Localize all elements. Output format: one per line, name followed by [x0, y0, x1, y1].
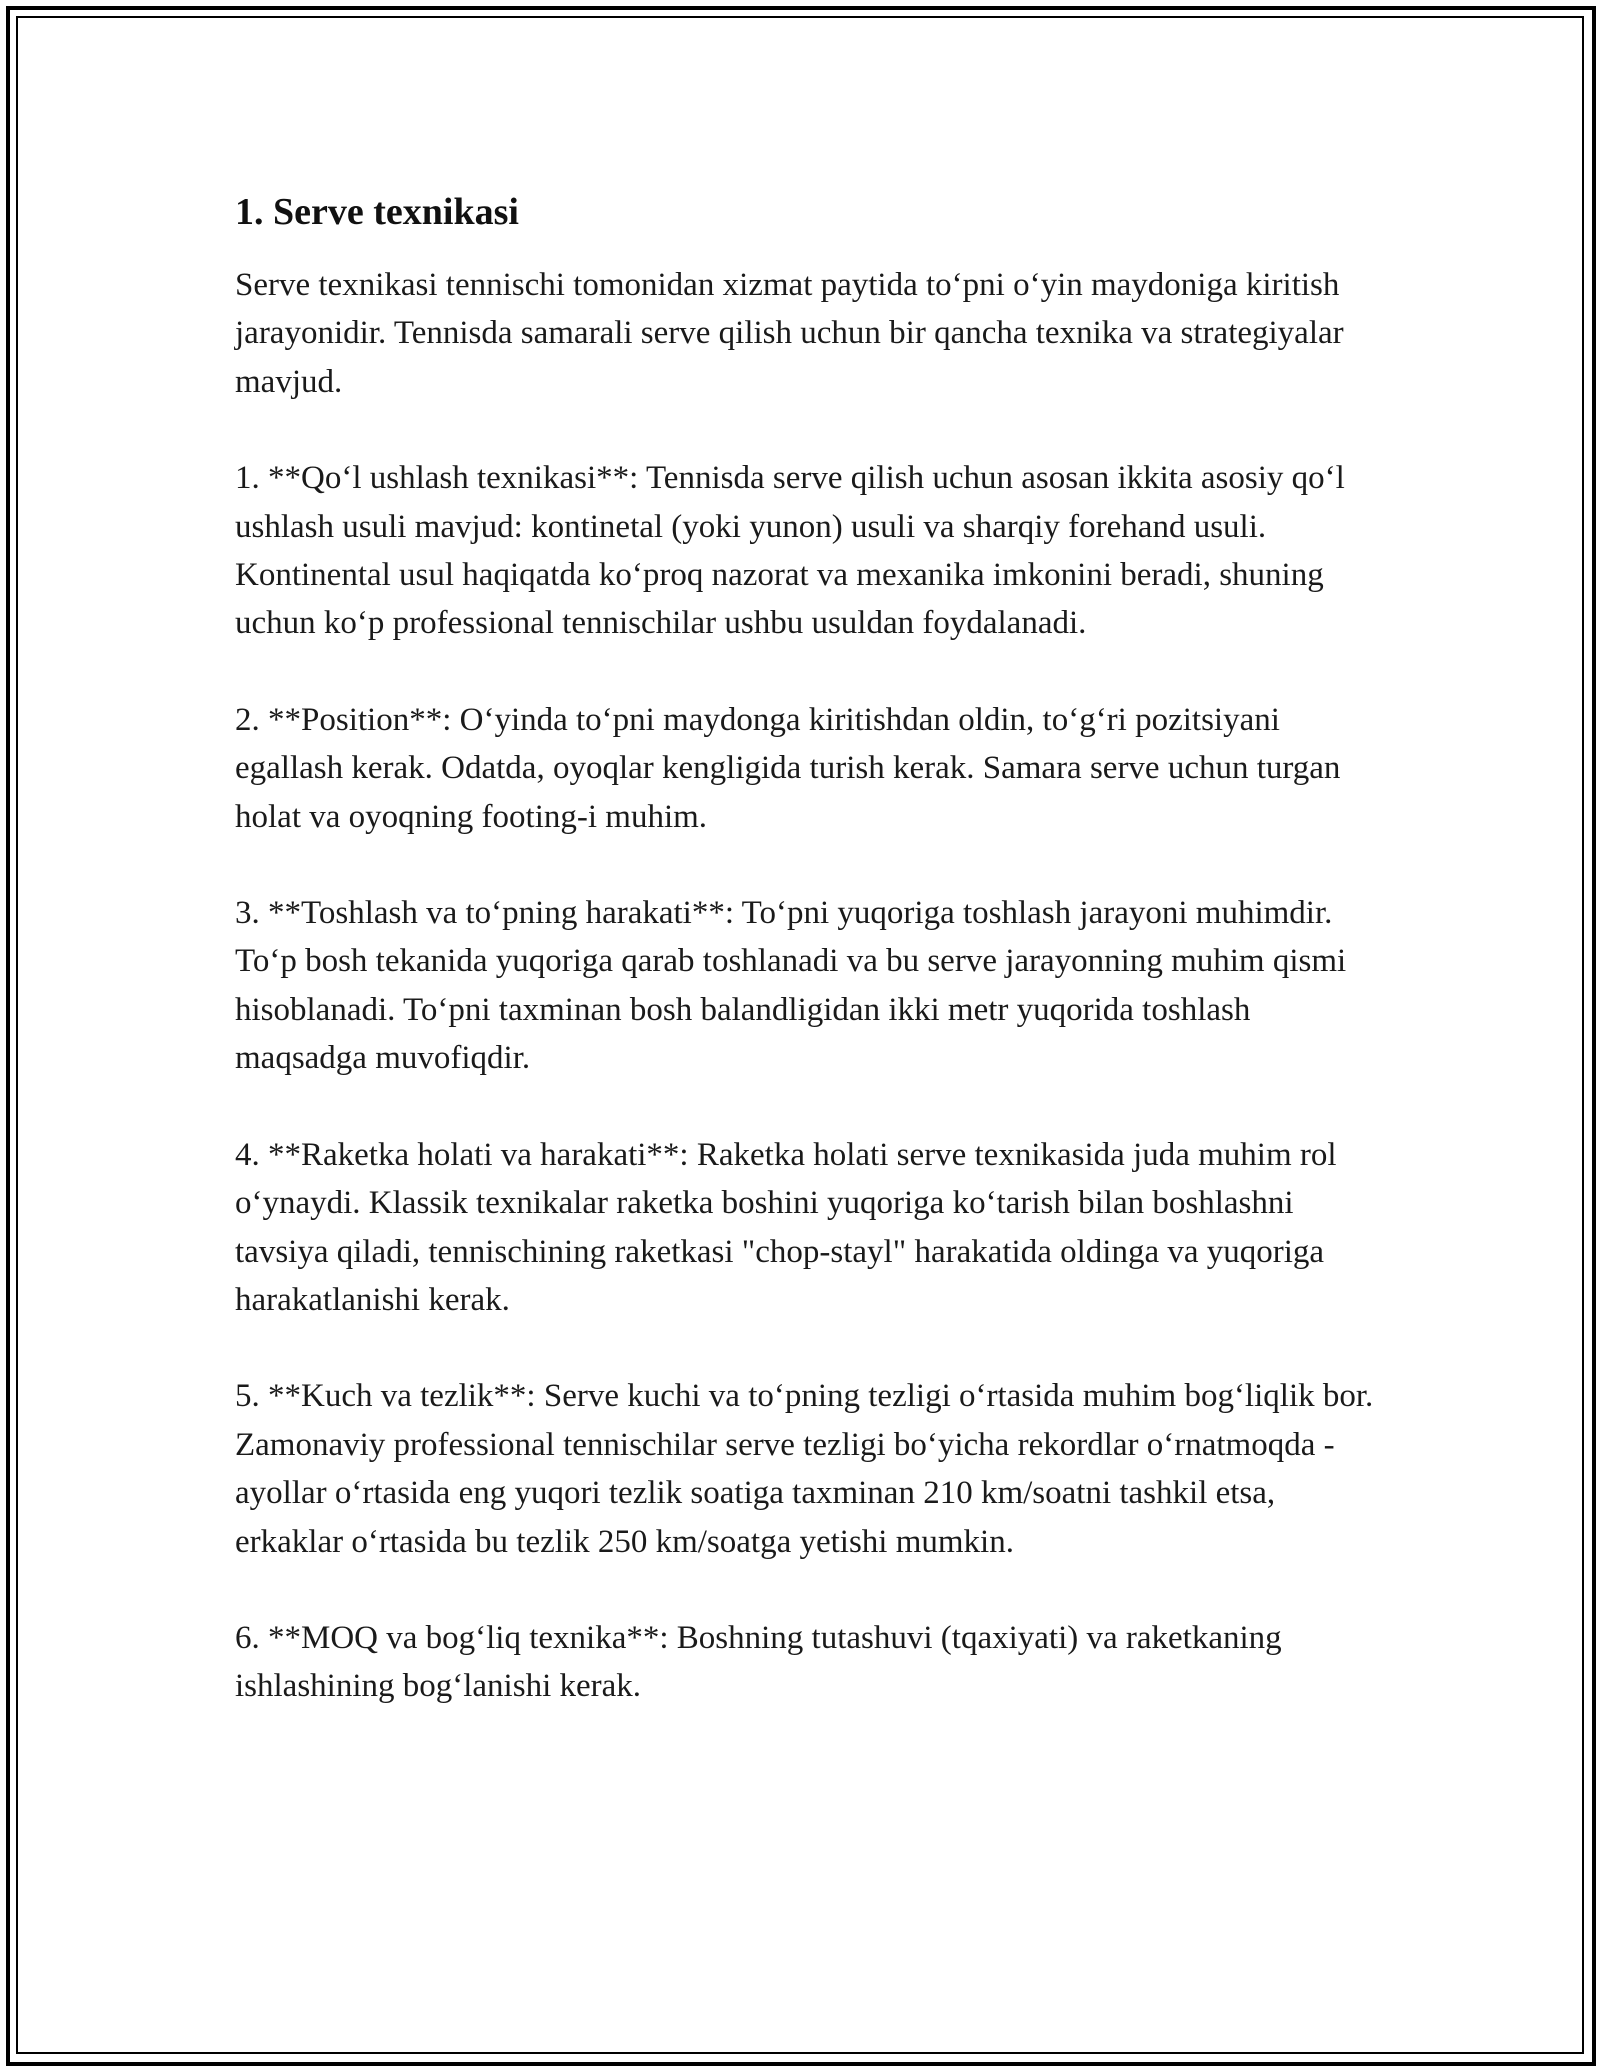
paragraph-grip-technique: 1. **Qo‘l ushlash texnikasi**: Tennisda serve qilish uchun asosan ikkita asosiy qo‘l ushlash usuli mavjud: kontinetal (yoki yunon) usuli va sharqiy forehand usuli. Kontinental usul haqiqatda ko‘proq nazorat va mexanika imkonini beradi, shuning uchun ko‘p professional tennischilar ushbu usuldan foydalanadi. [235, 460, 1345, 642]
paragraph-power-speed: 5. **Kuch va tezlik**: Serve kuchi va to‘pning tezligi o‘rtasida muhim bog‘liqlik bor. Zamonaviy professional tennischilar serve tezligi bo‘yicha rekordlar o‘rnatmoqda - ayollar o‘rtasida eng yuqori tezlik soatiga taxminan 210 km/soatni tashkil etsa, erkaklar o‘rtasida bu tezlik 250 km/soatga yetishi mumkin. [235, 1378, 1374, 1560]
document-body [235, 186, 1385, 1759]
paragraph-toss: 3. **Toshlash va to‘pning harakati**: To‘pni yuqoriga toshlash jarayoni muhimdir. To‘p bosh tekanida yuqoriga qarab toshlanadi va bu serve jarayonning muhim qismi hisoblanadi. To‘pni taxminan bosh balandligidan ikki metr yuqorida toshlash maqsadga muvofiqdir. [235, 895, 1347, 1077]
section-heading: 1. Serve texnikasi [235, 191, 519, 233]
intro-paragraph: Serve texnikasi tennischi tomonidan xizmat paytida to‘pni o‘yin maydoniga kiritish jarayonidir. Tennisda samarali serve qilish uchun bir qancha texnika va strategiyalar mavjud. [235, 267, 1344, 400]
paragraph-racket-motion: 4. **Raketka holati va harakati**: Raketka holati serve texnikasida juda muhim rol o‘ynaydi. Klassik texnikalar raketka boshini yuqoriga ko‘tarish bilan boshlashni tavsiya qiladi, tennischining raketkasi "chop-stayl" harakatida oldinga va yuqoriga harakatlanishi kerak. [235, 1136, 1337, 1318]
paragraph-position: 2. **Position**: O‘yinda to‘pni maydonga kiritishdan oldin, to‘g‘ri pozitsiyani egallash kerak. Odatda, oyoqlar kengligida turish kerak. Samara serve uchun turgan holat va oyoqning footing-i muhim. [235, 701, 1341, 835]
paragraph-moq-technique: 6. **MOQ va bog‘liq texnika**: Boshning tutashuvi (tqaxiyati) va raketkaning ishlashining bog‘lanishi kerak. [235, 1619, 1282, 1705]
